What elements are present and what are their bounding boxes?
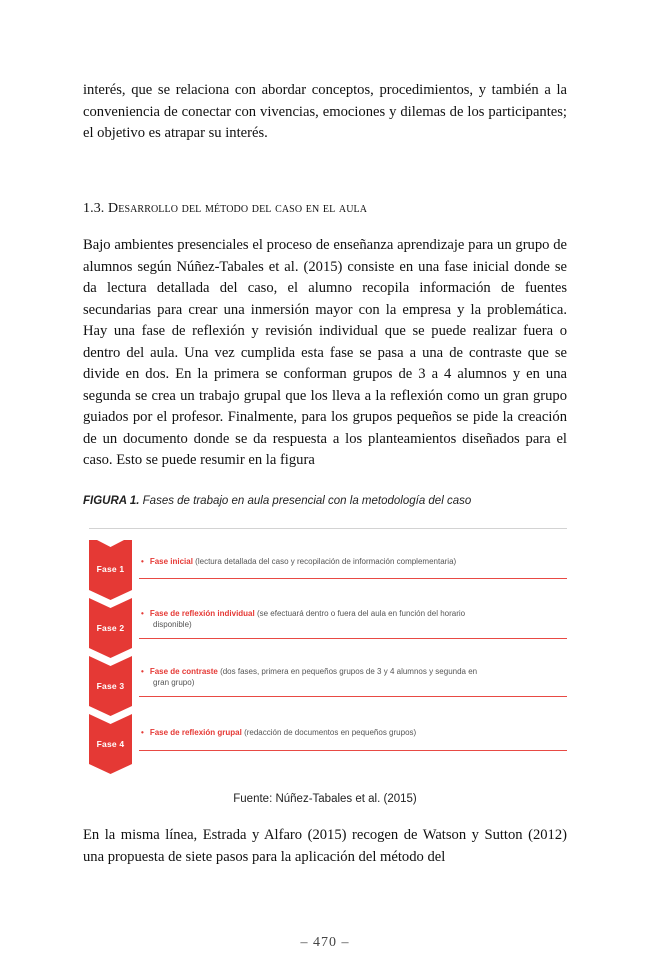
figure-top-line	[89, 528, 567, 529]
phase-title-1: Fase inicial	[149, 557, 193, 566]
phase-text-4: (redacción de documentos en pequeños grupos)	[241, 728, 417, 737]
phase-description-1	[141, 557, 565, 568]
figure-caption-text: Fases de trabajo en aula presencial con la metodología del caso	[139, 495, 472, 507]
phase-rule-1	[139, 578, 567, 579]
figure-caption	[83, 494, 567, 508]
phase-row-1	[89, 540, 567, 600]
phase-row-3	[89, 656, 567, 716]
paragraph-intro: interés, que se relaciona con abordar conceptos, procedimientos, y también a la conveniencia de conectar con vivencias, emociones y dilemas de los participantes; el objetivo es atrapar su interés.	[83, 82, 567, 141]
phase-label-2: Fase 2	[96, 623, 125, 633]
phase-row-2	[89, 598, 567, 658]
bullet-icon: •	[141, 667, 144, 676]
phase-rule-4	[139, 750, 567, 751]
paragraph-continuation: En la misma línea, Estrada y Alfaro (2015) recogen de Watson y Sutton (2012) una propuesta de siete pasos para la aplicación del método del	[83, 827, 567, 865]
phase-description-3	[141, 667, 565, 688]
section-heading	[83, 200, 567, 218]
bullet-icon: •	[141, 728, 144, 737]
phase-row-4	[89, 714, 567, 774]
phase-rule-2	[139, 638, 567, 639]
phase-text-3: (dos fases, primera en pequeños grupos de 3 y 4 alumnos y segunda en	[217, 667, 478, 676]
phase-text-3-cont: gran grupo)	[153, 677, 195, 687]
bullet-icon: •	[141, 609, 144, 618]
section-title-initial: D	[108, 201, 119, 216]
phase-text-2: (se efectuará dentro o fuera del aula en función del horario	[254, 609, 466, 618]
phase-description-2	[141, 609, 565, 630]
bullet-icon: •	[141, 557, 144, 566]
phase-title-3: Fase de contraste	[149, 667, 218, 676]
figure-source: Fuente: Núñez-Tabales et al. (2015)	[233, 793, 417, 805]
section-title-rest: esarrollo del método del caso en el aula	[118, 201, 368, 216]
phase-title-2: Fase de reflexión individual	[149, 609, 255, 618]
phase-label-4: Fase 4	[96, 739, 125, 749]
phase-label-1: Fase 1	[96, 564, 125, 574]
figure-caption-label: FIGURA 1.	[83, 495, 140, 507]
paragraph-main: Bajo ambientes presenciales el proceso de enseñanza aprendizaje para un grupo de alumnos según Núñez-Tabales et al. (2015) consiste en una fase inicial donde se da lectura detallada del caso, el alumno recopila información de fuentes secundarias para crear una inmersión mayor con la empresa y la problemática. Hay una fase de reflexión y revisión individual que se puede realizar fuera o dentro del aula. Una vez cumplida esta fase se pasa a una de contraste que se divide en dos. En la primera se conforman grupos de 3 a 4 alumnos y en una segunda se crea un trabajo grupal que los lleva a la reflexión como un gran grupo guiados por el profesor. Finalmente, para los grupos pequeños se pide la creación de un documento donde se da respuesta a los planteamientos diseñados para el caso. Esto se puede resumir en la figura	[83, 237, 567, 468]
phase-text-2-cont: disponible)	[153, 619, 192, 629]
phase-title-4: Fase de reflexión grupal	[149, 728, 242, 737]
phase-rule-3	[139, 696, 567, 697]
phases-figure	[89, 528, 567, 778]
phase-label-3: Fase 3	[96, 681, 125, 691]
page-number: – 470 –	[300, 935, 350, 950]
section-number: 1.3.	[83, 201, 105, 216]
phase-description-4	[141, 728, 565, 739]
phase-text-1: (lectura detallada del caso y recopilación de información complementaria)	[192, 557, 457, 566]
